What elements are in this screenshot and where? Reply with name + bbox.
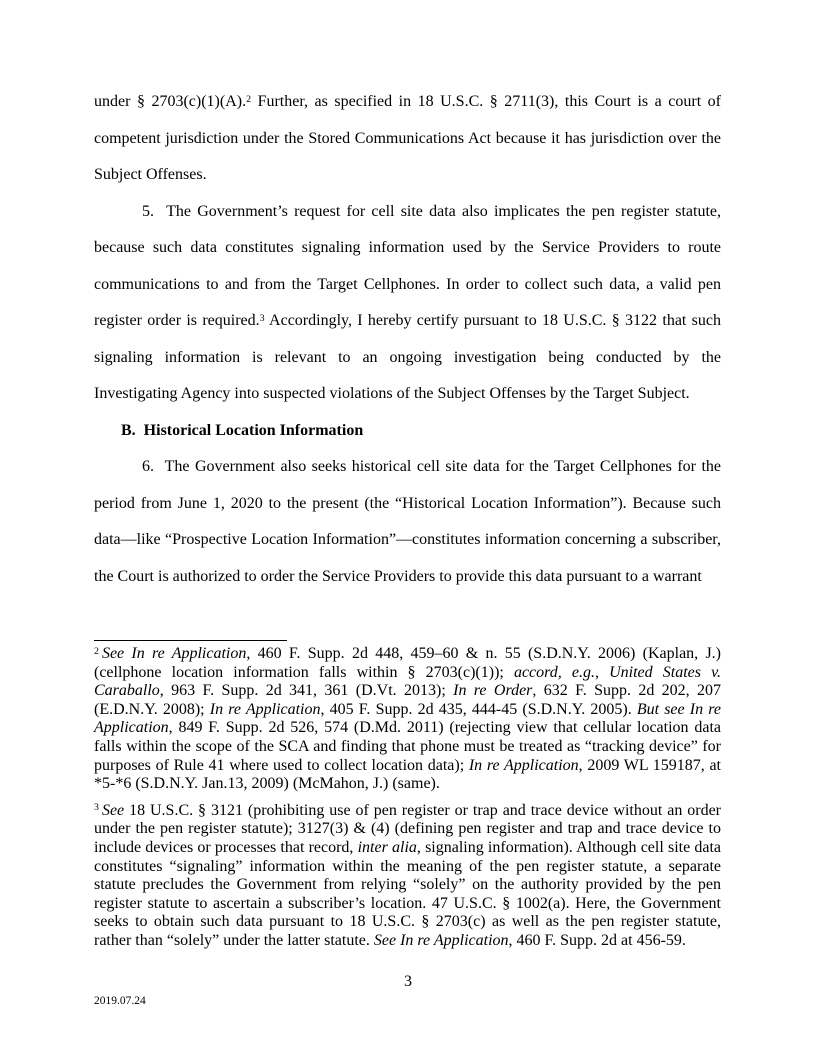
footer-date: 2019.07.24 <box>94 995 146 1007</box>
footnote-marker: 2 <box>94 645 99 657</box>
footnote-reference: 2 <box>246 93 252 105</box>
footnotes-section <box>94 645 721 951</box>
text-run: inter alia <box>357 838 417 856</box>
text-run: In re Application <box>209 700 321 718</box>
body-paragraph <box>94 449 721 595</box>
text-run: , 2009 WL 159187, at *5-*6 (S.D.N.Y. Jan.13, 2009) (McMahon, J.) (same). <box>94 756 721 793</box>
footnote-marker: 3 <box>94 802 99 814</box>
text-run: 18 U.S.C. § 3121 (prohibiting use of pen register or trap and trace device without an order under the pen register statute); 3127(3) & (4) (defining pen register and trap and trace device to include devices or processes that record, <box>94 801 721 856</box>
text-run: But see In re Application <box>94 700 721 737</box>
section-heading <box>94 413 721 450</box>
footnote-reference: 3 <box>259 312 265 324</box>
text-run: United States v. Caraballo <box>94 663 721 700</box>
text-run: , 460 F. Supp. 2d at 456-59. <box>508 931 686 949</box>
text-run: 5. The Government’s request for cell site data also implicates the pen register statute, because such data constitutes signaling information used by the Service Providers to route communications to and from the Target Cellphones. In order to collect such data, a valid pen register order is required. <box>94 202 721 329</box>
text-run: In re Order <box>453 682 533 700</box>
text-run: 6. The Government also seeks historical cell site data for the Target Cellphones for the period from June 1, 2020 to the present (the “Historical Location Information”). Because such data—like “Prospective Location Information”—constitutes information concerning a subscriber, the Court is authorized to order the Service Providers to provide this data pursuant to a warrant <box>94 458 721 585</box>
text-run: , 460 F. Supp. 2d 448, 459–60 & n. 55 (S.D.N.Y. 2006) (Kaplan, J.) (cellphone location information falls within § 2703(c)(1)); <box>94 645 721 681</box>
text-run: , 405 F. Supp. 2d 435, 444-45 (S.D.N.Y. 2005). <box>320 700 637 718</box>
text-run: accord, e.g. <box>513 663 595 681</box>
text-run: In re Application <box>468 756 579 774</box>
text-run: Accordingly, I hereby certify pursuant to 18 U.S.C. § 3122 that such signaling information is relevant to an ongoing investigation being conducted by the Investigating Agency into suspected violations of the Subject Offenses by the Target Subject. <box>94 312 722 402</box>
text-run: , signaling information). Although cell site data constitutes “signaling” information within the meaning of the pen register statute, a separate statute precludes the Government from relying “solely” on the authority provided by the pen register statute to ascertain a subscriber’s location. 47 U.S.C. § 1002(a). Here, the Government seeks to obtain such data pursuant to 18 U.S.C. § 2703(c) as well as the pen register statute, rather than “solely” under the latter statute. <box>94 838 722 949</box>
text-run: See In re Application <box>101 645 247 662</box>
text-run: See <box>101 801 125 819</box>
text-run: , <box>595 663 610 681</box>
text-run: See In re Application <box>373 931 509 949</box>
text-run: , 632 F. Supp. 2d 202, 207 (E.D.N.Y. 2008); <box>94 682 722 718</box>
text-run: Further, as specified in 18 U.S.C. § 2711(3), this Court is a court of competent jurisdiction under the Stored Communications Act because it has jurisdiction over the Subject Offenses. <box>94 93 721 183</box>
body-paragraph <box>94 194 721 413</box>
footnote <box>94 645 721 794</box>
body-text <box>94 84 721 595</box>
text-run: , 963 F. Supp. 2d 341, 361 (D.Vt. 2013); <box>159 682 454 700</box>
page-number: 3 <box>404 973 412 990</box>
body-paragraph <box>94 84 721 194</box>
footnote-separator <box>94 640 287 641</box>
text-run: under § 2703(c)(1)(A). <box>94 93 247 110</box>
text-run: B. Historical Location Information <box>121 421 364 439</box>
text-run: , 849 F. Supp. 2d 526, 574 (D.Md. 2011) (rejecting view that cellular location data falls within the scope of the SCA and finding that phone must be treated as “tracking device” for purposes of Rule 41 where used to collect location data); <box>94 719 721 774</box>
footnote <box>94 802 721 951</box>
